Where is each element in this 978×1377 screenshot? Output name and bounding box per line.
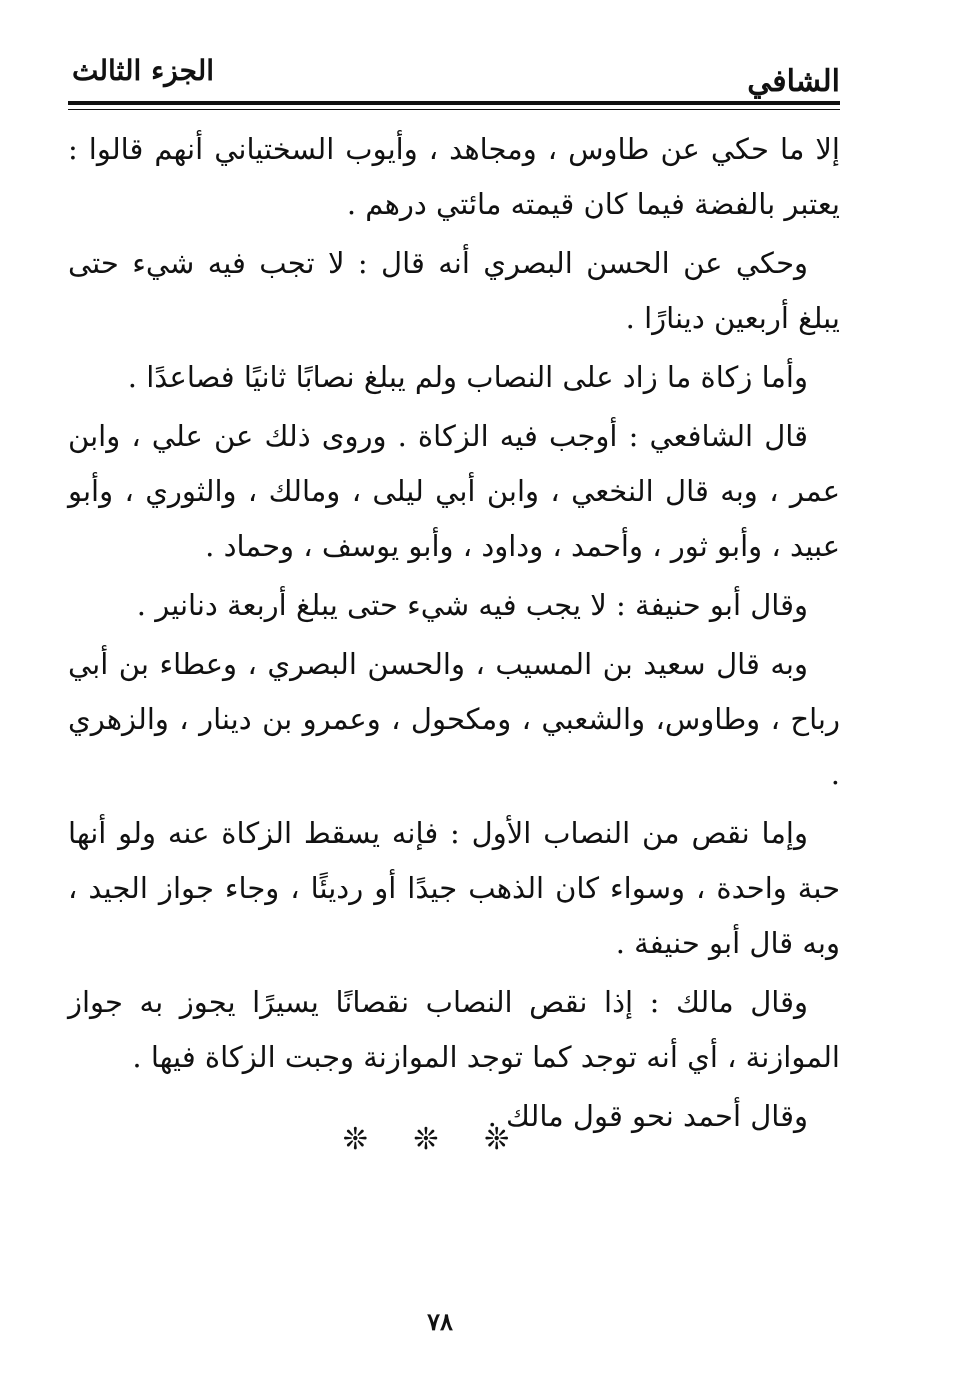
header-rule-thin [68, 109, 840, 110]
paragraph-8: وقال مالك : إذا نقص النصاب نقصانًا يسيرًا يجوز به جواز الموازنة ، أي أنه توجد كما توجد الموازنة وجبت الزكاة فيها . [68, 985, 840, 1074]
paragraph-3: وأما زكاة ما زاد على النصاب ولم يبلغ نصابًا ثانيًا فصاعدًا . [127, 360, 808, 394]
paragraph-4: قال الشافعي : أوجب فيه الزكاة . وروى ذلك عن علي ، وابن عمر ، وبه قال النخعي ، وابن أبي ليلى ، ومالك ، والثوري ، وأبو عبيد ، وأبو ثور ، وأحمد ، وداود ، وأبو يوسف ، وحماد . [68, 419, 840, 563]
section-separator: ❊ ❊ ❊ [342, 1122, 528, 1157]
paragraph-5: وقال أبو حنيفة : لا يجب فيه شيء حتى يبلغ أربعة دنانير . [136, 588, 808, 622]
book-title: الشافي [747, 64, 840, 99]
page-number: ٧٨ [427, 1307, 453, 1336]
paragraph-1: إلا ما حكي عن طاوس ، ومجاهد ، وأيوب السختياني أنهم قالوا : يعتبر بالفضة فيما كان قيمته مائتي درهم . [68, 132, 840, 221]
running-header [68, 50, 840, 100]
paragraph-7: وإما نقص من النصاب الأول : فإنه يسقط الزكاة عنه ولو أنها حبة واحدة ، وسواء كان الذهب جيدًا أو رديئًا ، وجاء جواز الجيد ، وبه قال أبو حنيفة . [68, 816, 840, 960]
volume-label: الجزء الثالث [72, 54, 215, 87]
paragraph-6: وبه قال سعيد بن المسيب ، والحسن البصري ، وعطاء بن أبي رباح ، وطاوس، والشعبي ، ومكحول ، وعمرو بن دينار ، والزهري . [68, 647, 840, 791]
page-body [68, 122, 840, 1148]
paragraph-2: وحكي عن الحسن البصري أنه قال : لا تجب فيه شيء حتى يبلغ أربعين دينارًا . [68, 246, 840, 335]
header-rule-thick [68, 101, 840, 105]
paragraph-9: وقال أحمد نحو قول مالك . [487, 1099, 808, 1133]
